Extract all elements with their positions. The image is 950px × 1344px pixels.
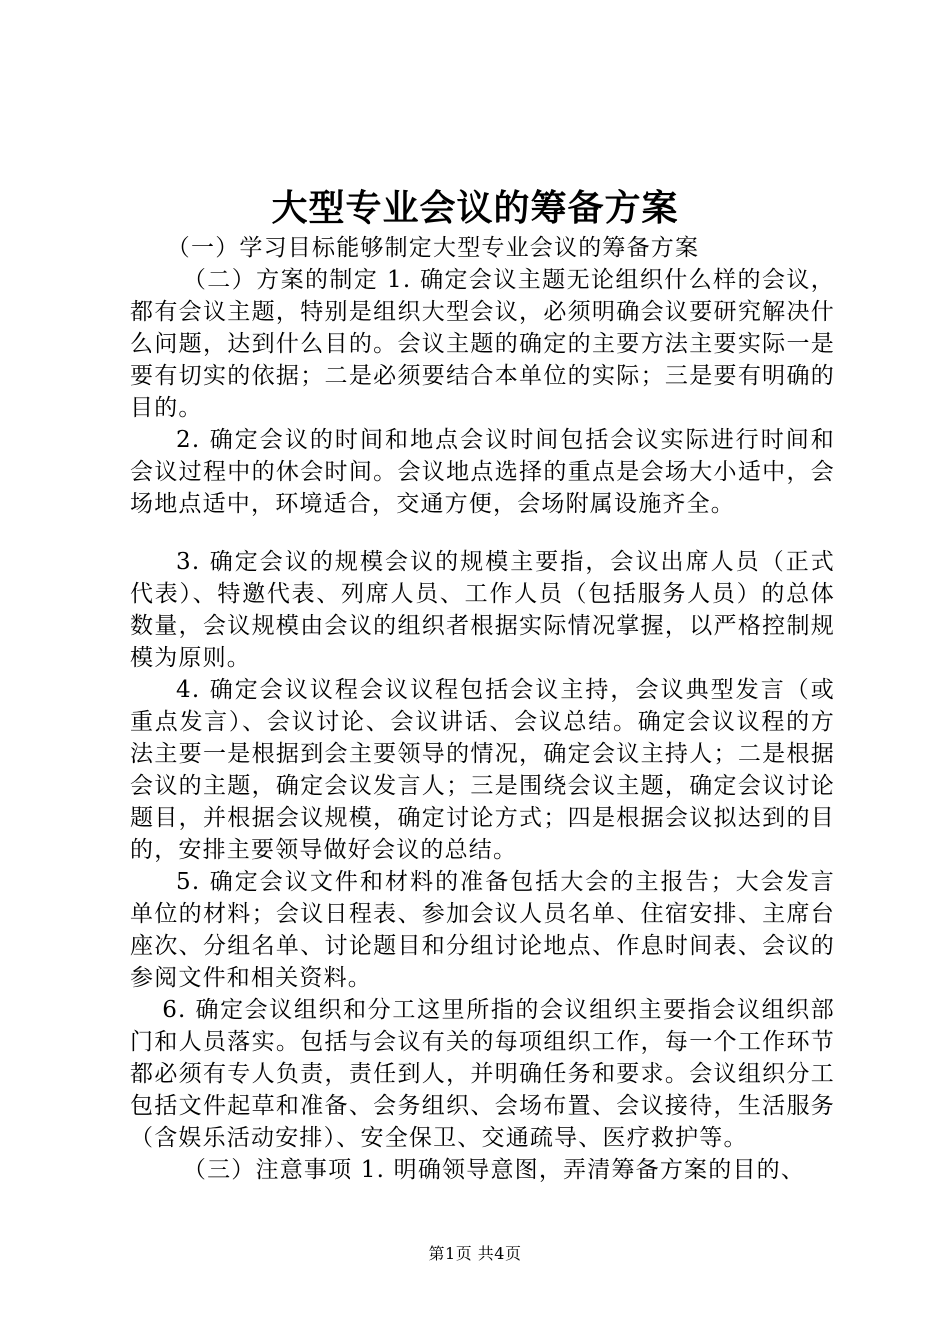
document-title: 大型专业会议的筹备方案 bbox=[271, 187, 679, 229]
paragraph-scale: 3. 确定会议的规模会议的规模主要指，会议出席人员（正式代表）、特邀代表、列席人员、工作人员（包括服务人员）的总体数量，会议规模由会议的组织者根据实际情况掌握，以严格控制规模为原则。 bbox=[130, 549, 835, 671]
page-footer: 第1页 共4页 bbox=[428, 1244, 522, 1263]
document-body bbox=[130, 232, 835, 1186]
paragraph-agenda: 4. 确定会议议程会议议程包括会议主持，会议典型发言（或重点发言）、会议讨论、会议讲话、会议总结。确定会议议程的方法主要一是根据到会主要领导的情况，确定会议主持人；二是根据会议的主题，确定会议发言人；三是围绕会议主题，确定会议讨论题目，并根据会议规模，确定讨论方式；四是根据会议拟达到的目的，安排主要领导做好会议的总结。 bbox=[130, 677, 835, 863]
paragraph-documents: 5. 确定会议文件和材料的准备包括大会的主报告；大会发言单位的材料；会议日程表、参加会议人员名单、住宿安排、主席台座次、分组名单、讨论题目和分组讨论地点、作息时间表、会议的参阅文件和相关资料。 bbox=[130, 869, 835, 991]
paragraph-notes: （三）注意事项 1. 明确领导意图，弄清筹备方案的目的、 bbox=[182, 1157, 806, 1183]
paragraph-organization: 6. 确定会议组织和分工这里所指的会议组织主要指会议组织部门和人员落实。包括与会议有关的每项组织工作，每一个工作环节都必须有专人负责，责任到人，并明确任务和要求。会议组织分工包括文件起草和准备、会务组织、会场布置、会议接待，生活服务（含娱乐活动安排）、安全保卫、交通疏导、医疗救护等。 bbox=[130, 997, 835, 1151]
paragraph-learning-goal: （一）学习目标能够制定大型专业会议的筹备方案 bbox=[166, 235, 700, 261]
paragraph-plan-theme: （二）方案的制定 1. 确定会议主题无论组织什么样的会议，都有会议主题，特别是组织大型会议，必须明确会议要研究解决什么问题，达到什么目的。会议主题的确定的主要方法主要实际一是要有切实的依据；二是必须要结合本单位的实际；三是要有明确的目的。 bbox=[130, 267, 835, 421]
paragraph-time-place: 2. 确定会议的时间和地点会议时间包括会议实际进行时间和会议过程中的休会时间。会议地点选择的重点是会场大小适中，会场地点适中，环境适合，交通方便，会场附属设施齐全。 bbox=[130, 427, 835, 517]
